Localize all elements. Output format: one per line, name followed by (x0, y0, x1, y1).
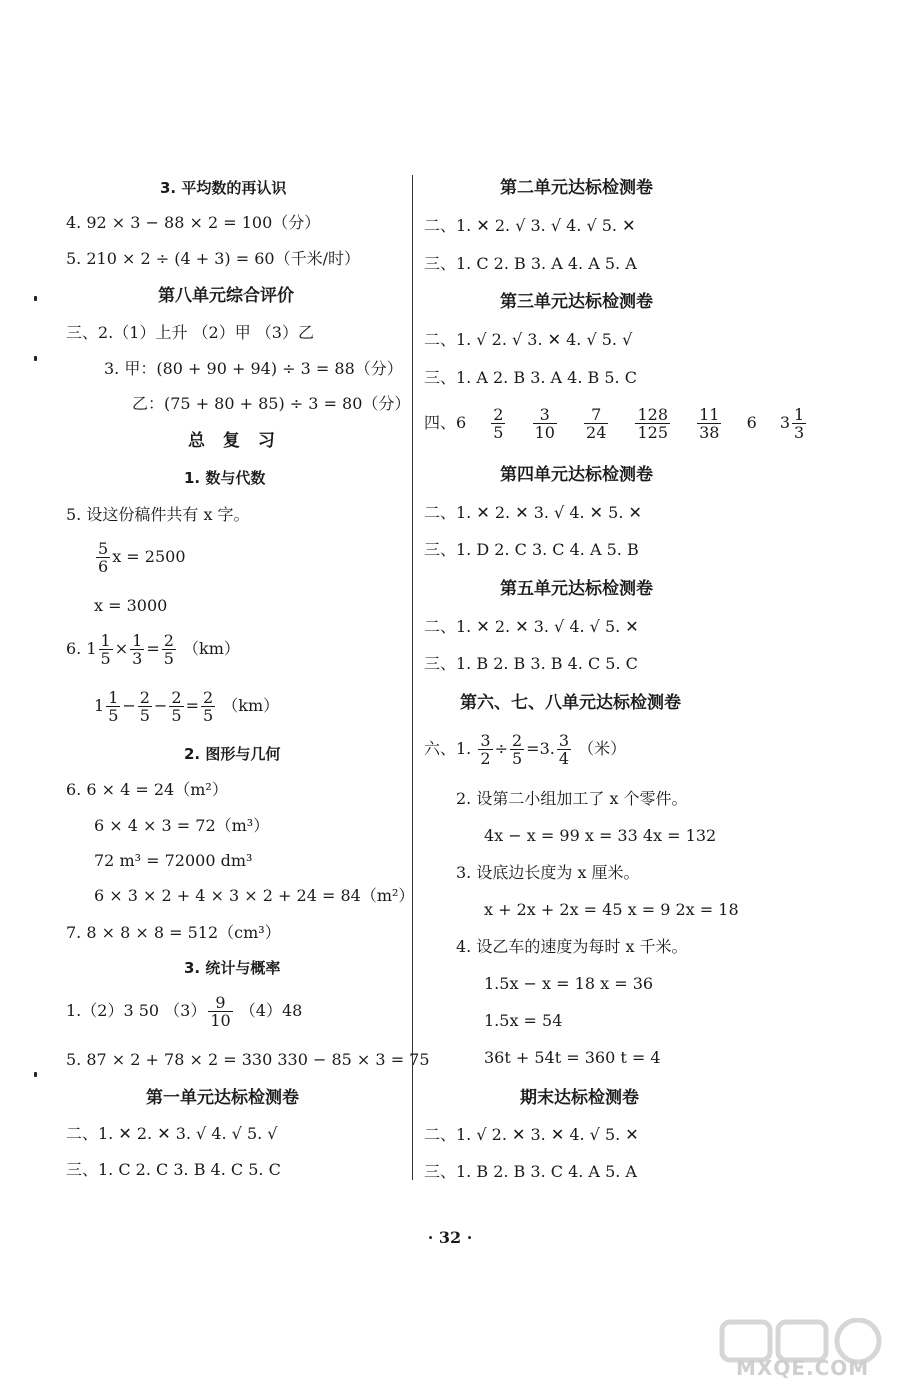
answer-line: 4x − x = 99 x = 33 4x = 132 (484, 826, 717, 845)
answer-text: 1.（2）3 50 （3） (66, 1001, 207, 1020)
watermark-text: MXQE.COM (736, 1356, 870, 1380)
answer-line: 二、1. ✕ 2. ✕ 3. √ 4. √ 5. ✕ (424, 617, 639, 636)
fraction: $\frac{5}{6}$ (98, 539, 109, 576)
answer-line: 3. 设底边长度为 x 厘米。 (456, 863, 640, 882)
section-title: 2. 图形与几何 (184, 745, 281, 763)
answer-line: 三、2.（1）上升 （2）甲 （3）乙 (66, 323, 314, 342)
fraction-equation (94, 540, 186, 575)
fraction-answers: 四、6 $\frac{2}{5}$ $\frac{3}{10}$ $\frac{7}{24}$ $\frac{128}{125}$ $\frac{11}{38}$ 6 3 $\frac{1}{3}$ (424, 405, 805, 442)
answer-line: 5. 设这份稿件共有 x 字。 (66, 505, 250, 524)
question-number: 6. (66, 639, 82, 658)
answer-line: 二、1. √ 2. ✕ 3. ✕ 4. √ 5. ✕ (424, 1125, 639, 1144)
unit-text: （米） (578, 739, 627, 758)
answer-line: x = 3000 (94, 596, 168, 615)
section-title: 3. 统计与概率 (184, 959, 281, 977)
answer-line: 6. 6 × 4 = 24（m²） (66, 780, 228, 799)
answer-line: 二、1. √ 2. √ 3. ✕ 4. √ 5. √ (424, 330, 633, 349)
answer-line: 5. 87 × 2 + 78 × 2 = 330 330 − 85 × 3 = 75 (66, 1050, 430, 1069)
answer-line: 2. 设第二小组加工了 x 个零件。 (456, 789, 688, 808)
section-title: 1. 数与代数 (184, 469, 266, 487)
column-divider (412, 175, 413, 1180)
answer-line: 三、1. B 2. B 3. B 4. C 5. C (424, 654, 638, 673)
fraction-equation: 1.（2）3 50 （3） $\frac{9}{10}$ （4）48 (66, 993, 303, 1030)
answer-line: 4. 92 × 3 − 88 × 2 = 100（分） (66, 213, 321, 232)
unit-title: 第三单元达标检测卷 (500, 292, 653, 312)
fraction-equation: 1 $\frac{1}{5}$ − $\frac{2}{5}$ − $\frac{2}{5}$ = $\frac{2}{5}$ （km） (94, 688, 280, 725)
answer-line: 二、1. ✕ 2. √ 3. √ 4. √ 5. ✕ (424, 216, 636, 235)
question-number: 四、6 (424, 413, 467, 432)
scan-mark (34, 1072, 37, 1077)
answer-line: 1.5x − x = 18 x = 36 (484, 974, 654, 993)
answer-line: 6 × 4 × 3 = 72（m³） (94, 816, 270, 835)
unit-title: 第二单元达标检测卷 (500, 178, 653, 198)
scan-mark (34, 356, 37, 361)
answer-line: x + 2x + 2x = 45 x = 9 2x = 18 (484, 900, 739, 919)
unit-title: 第一单元达标检测卷 (146, 1088, 299, 1108)
answer-line: 二、1. ✕ 2. ✕ 3. √ 4. ✕ 5. ✕ (424, 503, 642, 522)
answer-line: 三、1. C 2. C 3. B 4. C 5. C (66, 1160, 281, 1179)
answer-line: 5. 210 × 2 ÷ (4 + 3) = 60（千米/时） (66, 249, 360, 268)
fraction-equation: 6. 1 $\frac{1}{5}$ × $\frac{1}{3}$ = $\frac{2}{5}$ （km） (66, 631, 240, 668)
page-number: · 32 · (427, 1228, 473, 1247)
answer-line: 三、1. D 2. C 3. C 4. A 5. B (424, 540, 639, 559)
answer-line: 4. 设乙车的速度为每时 x 千米。 (456, 937, 688, 956)
answer-line: 1.5x = 54 (484, 1011, 563, 1030)
answer-line: 6 × 3 × 2 + 4 × 3 × 2 + 24 = 84（m²） (94, 886, 415, 905)
answer-line: 三、1. A 2. B 3. A 4. B 5. C (424, 368, 637, 387)
answer-text: （4）48 (239, 1001, 303, 1020)
review-title: 总 复 习 (188, 431, 281, 451)
unit-title: 第四单元达标检测卷 (500, 465, 653, 485)
answer-line: 三、1. C 2. B 3. A 4. A 5. A (424, 254, 637, 273)
answer-line: 三、1. B 2. B 3. C 4. A 5. A (424, 1162, 637, 1181)
unit-title: 第五单元达标检测卷 (500, 579, 653, 599)
unit-title: 期末达标检测卷 (520, 1088, 639, 1108)
answer-line: 3. 甲：(80 + 90 + 94) ÷ 3 = 88（分） (104, 359, 403, 378)
scan-mark (34, 296, 37, 301)
answer-text: 6 (746, 413, 757, 432)
answer-line: 72 m³ = 72000 dm³ (94, 851, 253, 870)
fraction-equation: 六、1. $\frac{3}{2}$ ÷ $\frac{2}{5}$ =3. $\frac{3}{4}$ （米） (424, 731, 627, 768)
answer-line: 二、1. ✕ 2. ✕ 3. √ 4. √ 5. √ (66, 1124, 278, 1143)
answer-line: 乙：(75 + 80 + 85) ÷ 3 = 80（分） (132, 394, 411, 413)
unit-text: （km） (183, 639, 240, 658)
equation-text: x = 2500 (112, 547, 186, 566)
unit-text: （km） (222, 696, 280, 715)
unit-title: 第八单元综合评价 (158, 286, 294, 306)
question-number: 六、1. (424, 739, 472, 758)
answer-line: 36t + 54t = 360 t = 4 (484, 1048, 661, 1067)
answer-line: 7. 8 × 8 × 8 = 512（cm³） (66, 923, 281, 942)
unit-title: 第六、七、八单元达标检测卷 (460, 693, 681, 713)
section-title: 3. 平均数的再认识 (160, 179, 287, 197)
